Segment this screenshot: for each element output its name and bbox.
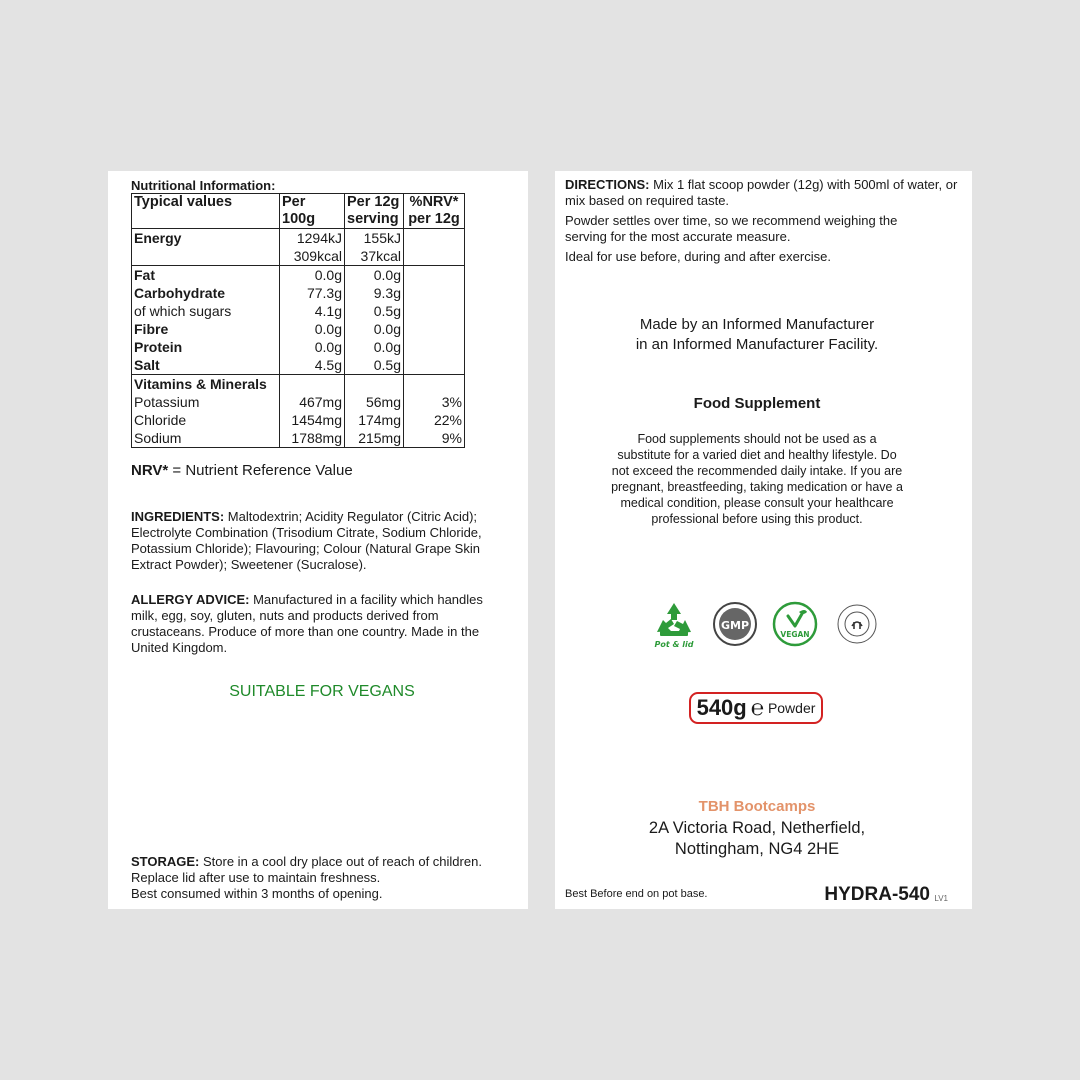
nutrient-per-serving: 0.5g: [373, 357, 401, 373]
estimated-sign: ℮: [750, 695, 764, 720]
vegan-logo-text: VEGAN: [780, 630, 810, 639]
suitable-for-vegans: SUITABLE FOR VEGANS: [229, 683, 415, 700]
company-address: [555, 818, 959, 860]
table-rows-minerals: [132, 375, 465, 448]
nutrient-label: Protein: [134, 339, 183, 355]
energy-kcal-100: 309kcal: [293, 248, 342, 264]
nutrient-label: Carbohydrate: [134, 285, 226, 301]
nutrient-per-serving: 0.0g: [373, 339, 401, 355]
mineral-label: Sodium: [134, 430, 182, 446]
header-typical-values: Typical values: [132, 194, 280, 229]
halal-icon: [834, 600, 880, 650]
table-header-row: [132, 194, 465, 229]
net-weight: 540g: [696, 695, 747, 720]
ingredients-block: [131, 509, 511, 573]
recycle-caption: Pot & lid: [654, 640, 694, 649]
vegan-icon: [772, 600, 818, 650]
nutrient-per-serving: 9.3g: [373, 285, 401, 301]
nutrient-label: Fat: [134, 267, 155, 283]
mineral-per-100g: 1788mg: [291, 430, 342, 446]
allergy-block: [131, 592, 511, 656]
nutrient-per-serving: 0.0g: [373, 321, 401, 337]
gmp-text: GMP: [720, 619, 750, 632]
directions-text: Mix 1 flat scoop powder (12g) with 500ml of water, or mix based on required taste.: [565, 177, 958, 208]
nutrient-per-100g: 0.0g: [314, 267, 342, 283]
mineral-per-100g: 467mg: [299, 394, 342, 410]
nutrient-label: Salt: [134, 357, 160, 373]
energy-kcal-serving: 37kcal: [360, 248, 401, 264]
address-line-2: Nottingham, NG4 2HE: [674, 840, 840, 858]
table-row-energy: [132, 229, 465, 266]
energy-kj-serving: 155kJ: [363, 230, 401, 246]
mineral-nrv: 22%: [433, 412, 462, 428]
food-supplement-title: Food Supplement: [693, 395, 821, 412]
weight-unit: Powder: [767, 700, 816, 716]
nutrient-per-100g: 0.0g: [314, 321, 342, 337]
directions-block: [565, 177, 960, 209]
nutrient-per-100g: 4.5g: [314, 357, 342, 373]
mineral-nrv: 3%: [441, 394, 462, 410]
nrv-text: = Nutrient Reference Value: [168, 462, 353, 479]
nutrient-label: of which sugars: [134, 303, 232, 319]
ingredients-text: Maltodextrin; Acidity Regulator (Citric Acid); Electrolyte Combination (Trisodium Citrate, Sodium Chloride, Potassium Chloride); Flavouring; Colour (Natural Grape Skin Extract Powder); Sweetener (Sucralose).: [131, 509, 482, 572]
nutrition-table: [131, 193, 465, 448]
nutrient-per-100g: 77.3g: [306, 285, 342, 301]
recycle-icon: [651, 600, 697, 650]
table-rows-nutrients: [132, 266, 465, 375]
nutrient-per-serving: 0.5g: [373, 303, 401, 319]
directions-label: DIRECTIONS:: [565, 177, 650, 192]
storage-text-2: Best consumed within 3 months of opening.: [131, 886, 383, 901]
header-per-100g: Per 100g: [280, 194, 345, 229]
allergy-text: Manufactured in a facility which handles milk, egg, soy, gluten, nuts and products derived from crustaceans. Produce of more than one country. Made in the United Kingdom.: [131, 592, 483, 655]
revision-code: LV1: [934, 894, 948, 903]
vitamins-heading: Vitamins & Minerals: [134, 376, 267, 392]
nutrient-label: Fibre: [134, 321, 169, 337]
settle-text: Powder settles over time, so we recommend weighing the serving for the most accurate measure.: [565, 213, 898, 244]
nutrient-per-serving: 0.0g: [373, 267, 401, 283]
right-label-panel: [555, 171, 972, 909]
mineral-nrv: 9%: [441, 430, 462, 446]
made-line-2: in an Informed Manufacturer Facility.: [635, 336, 879, 353]
nrv-note: [131, 462, 353, 479]
mineral-label: Chloride: [134, 412, 187, 428]
nutrient-per-100g: 0.0g: [314, 339, 342, 355]
mineral-per-100g: 1454mg: [291, 412, 342, 428]
nutrient-per-100g: 4.1g: [314, 303, 342, 319]
energy-kj-100: 1294kJ: [296, 230, 342, 246]
net-weight-badge: [689, 692, 823, 724]
header-nrv: %NRV* per 12g: [404, 194, 465, 229]
ingredients-label: INGREDIENTS:: [131, 509, 225, 524]
storage-block: [131, 854, 516, 902]
ideal-text: Ideal for use before, during and after exercise.: [565, 249, 831, 264]
gmp-icon: [712, 600, 758, 650]
allergy-label: ALLERGY ADVICE:: [131, 592, 250, 607]
company-name: TBH Bootcamps: [698, 798, 816, 815]
best-before: Best Before end on pot base.: [565, 888, 708, 900]
mineral-label: Potassium: [134, 394, 200, 410]
energy-label: Energy: [132, 229, 280, 266]
food-supplement-warning: Food supplements should not be used as a substitute for a varied diet and healthy lifestyle. Do not exceed the recommended daily intake. If you are pregnant, breastfeeding, taking medication or have a medical condition, please consult your healthcare professional before using this product.: [611, 432, 903, 526]
nutrition-title: Nutritional Information:: [131, 178, 276, 193]
product-code: HYDRA-540: [824, 884, 930, 905]
mineral-per-serving: 174mg: [358, 412, 401, 428]
address-line-1: 2A Victoria Road, Netherfield,: [648, 819, 866, 837]
header-per-serving: Per 12g serving: [345, 194, 404, 229]
storage-label: STORAGE:: [131, 854, 200, 869]
nrv-abbr: NRV*: [131, 462, 169, 479]
made-line-1: Made by an Informed Manufacturer: [639, 316, 875, 333]
mineral-per-serving: 56mg: [365, 394, 401, 410]
mineral-per-serving: 215mg: [358, 430, 401, 446]
storage-text: Store in a cool dry place out of reach of children. Replace lid after use to maintain freshness.: [131, 854, 482, 885]
left-label-panel: [108, 171, 528, 909]
informed-manufacturer: [555, 315, 959, 355]
